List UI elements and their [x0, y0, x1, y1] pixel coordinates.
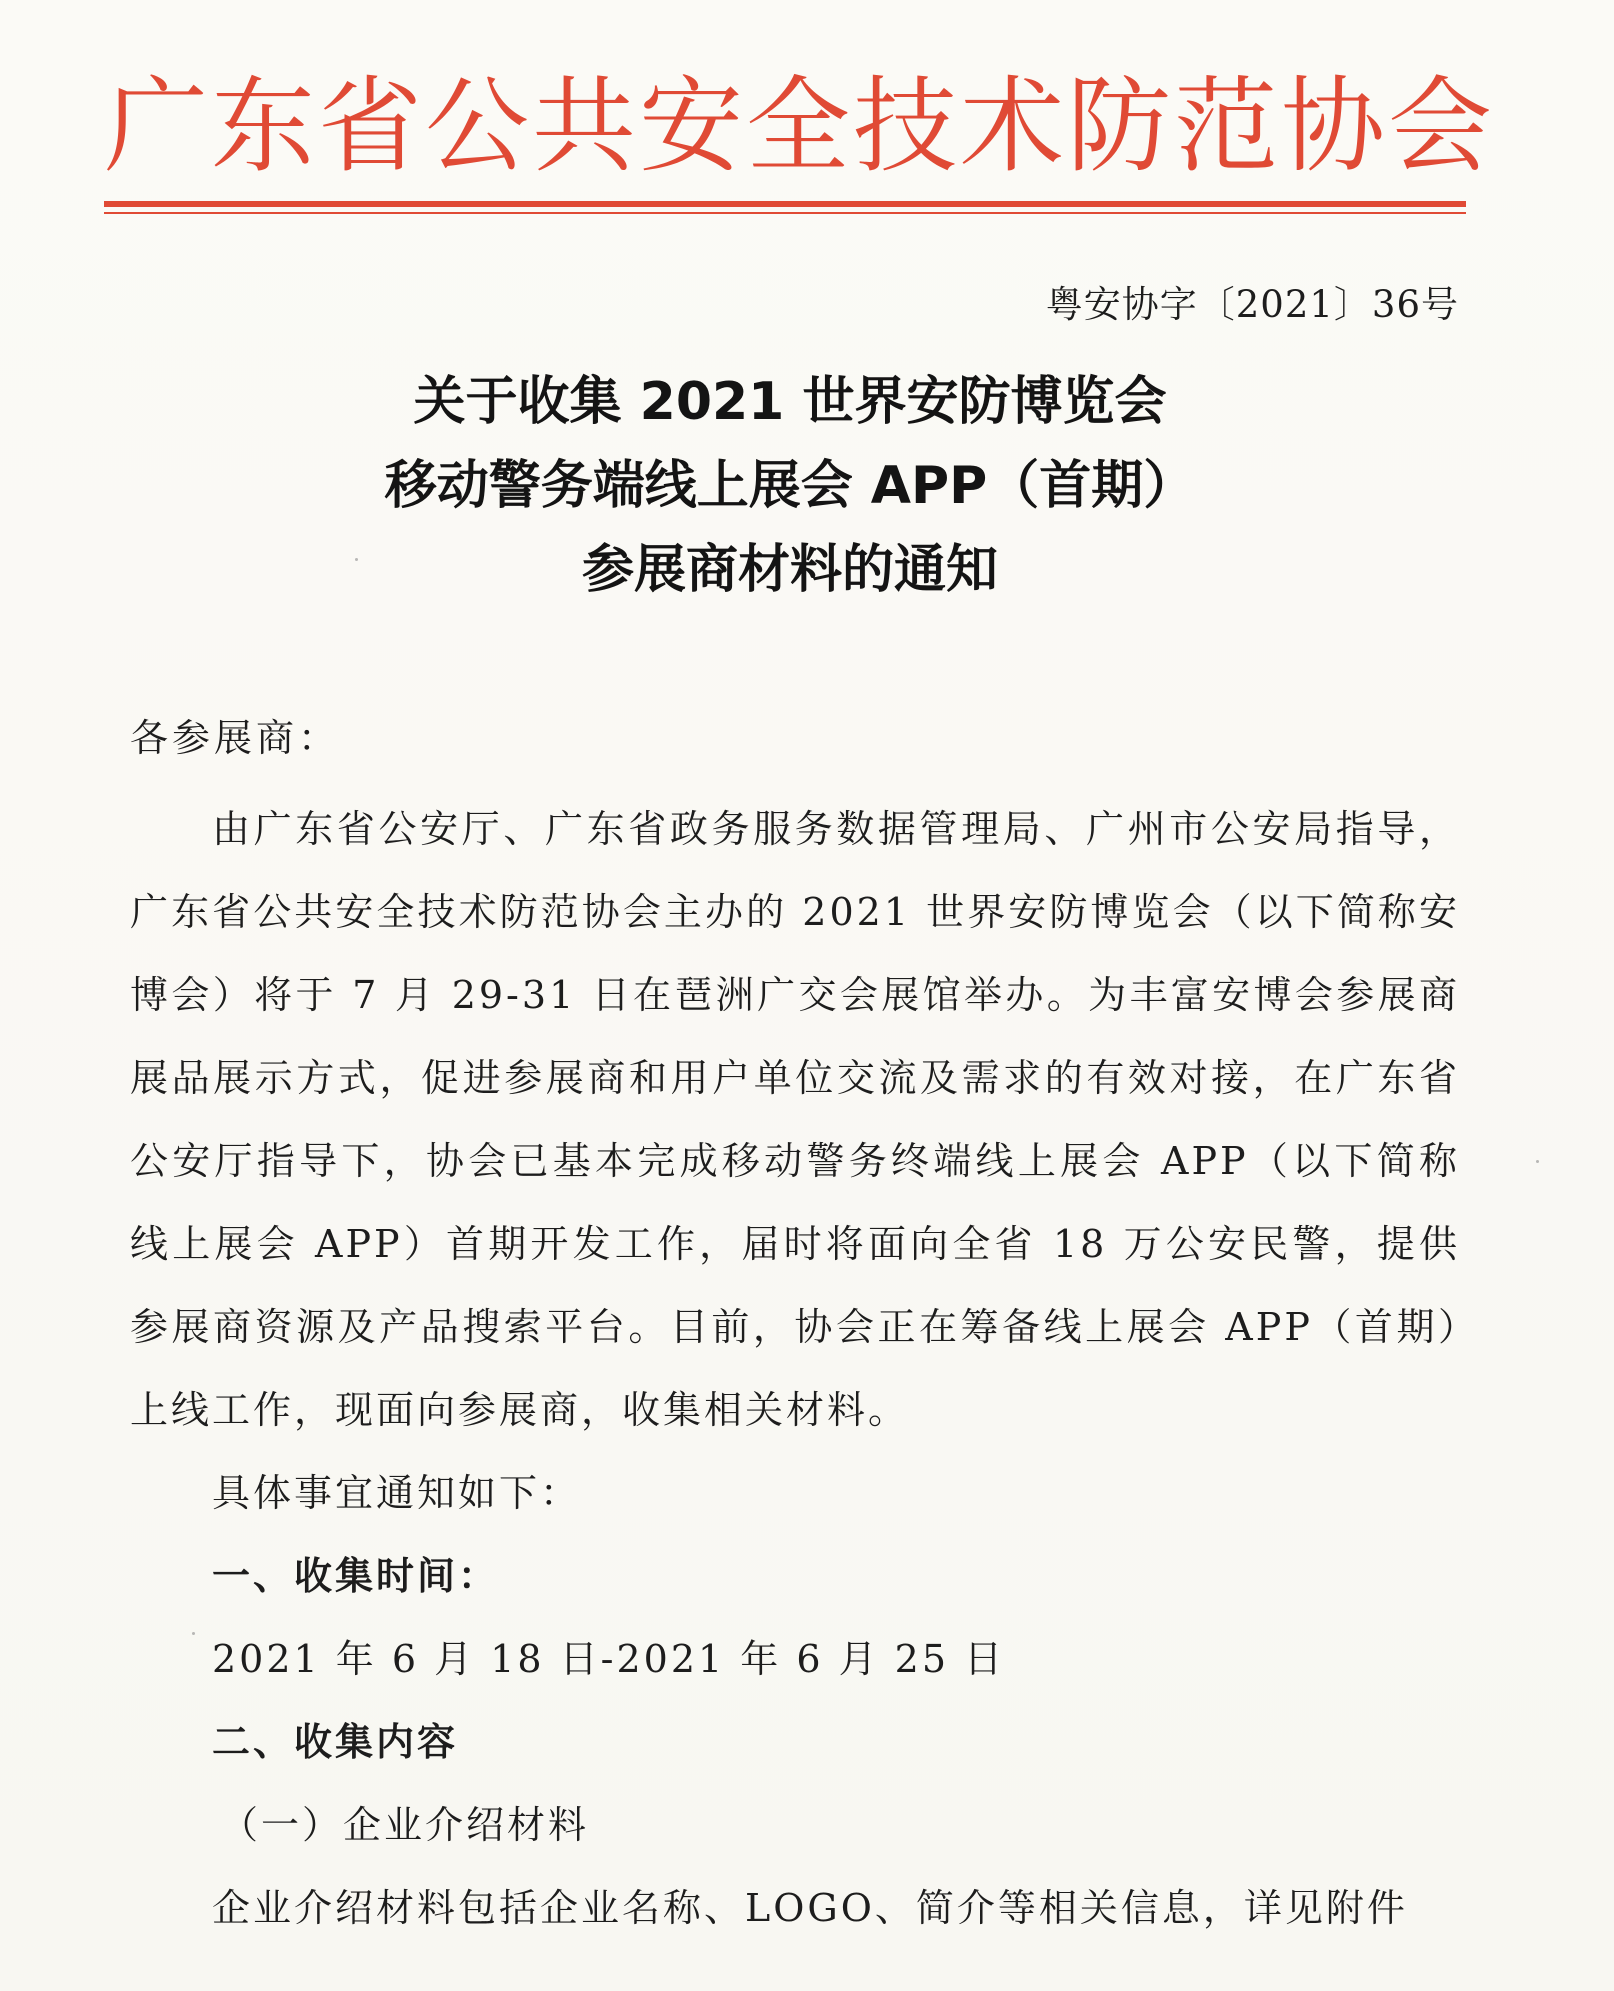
title-line-3: 参展商材料的通知: [581, 540, 998, 600]
paper-speck: [1536, 1160, 1539, 1163]
paper-speck: [355, 558, 358, 561]
title-line-2: 移动警务端线上展会 APP（首期）: [384, 456, 1196, 516]
letterhead-rule-thin: [104, 212, 1466, 214]
document-number: 粤安协字〔2021〕36号: [1045, 283, 1459, 326]
letterhead-title: 广东省公共安全技术防范协会: [104, 65, 1496, 187]
section-heading-collection-content: 二、收集内容: [212, 1720, 459, 1764]
document-body: [130, 706, 1460, 1950]
collection-time-value: 2021 年 6 月 18 日-2021 年 6 月 25 日: [212, 1637, 1006, 1681]
notice-intro-line: 具体事宜通知如下：: [212, 1471, 582, 1515]
company-material-description: 企业介绍材料包括企业名称、LOGO、简介等相关信息，详见附件: [212, 1886, 1408, 1930]
section-heading-collection-time: 一、收集时间：: [212, 1554, 500, 1598]
salutation: 各参展商：: [130, 716, 341, 760]
subsection-heading-company-material: （一）企业介绍材料: [220, 1803, 590, 1847]
title-line-1: 关于收集 2021 世界安防博览会: [413, 372, 1167, 432]
intro-paragraph: 由广东省公安厅、广东省政务服务数据管理局、广州市公安局指导，广东省公共安全技术防范协会主办的 2021 世界安防博览会（以下简称安博会）将于 7 月 29-31 日在琶洲广交会展馆举办。为丰富安博会参展商展品展示方式，促进参展商和用户单位交流及需求的有效对接，在广东省公安厅指导下，协会已基本完成移动警务终端线上展会 APP（以下简称线上展会 APP）首期开发工作，届时将面向全省 18 万公安民警，提供参展商资源及产品搜索平台。目前，协会正在筹备线上展会 APP（首期）上线工作，现面向参展商，收集相关材料。: [130, 807, 1460, 1432]
letterhead-rule-thick: [104, 201, 1466, 207]
paper-speck: [192, 1632, 195, 1635]
document-title: [220, 360, 1360, 612]
